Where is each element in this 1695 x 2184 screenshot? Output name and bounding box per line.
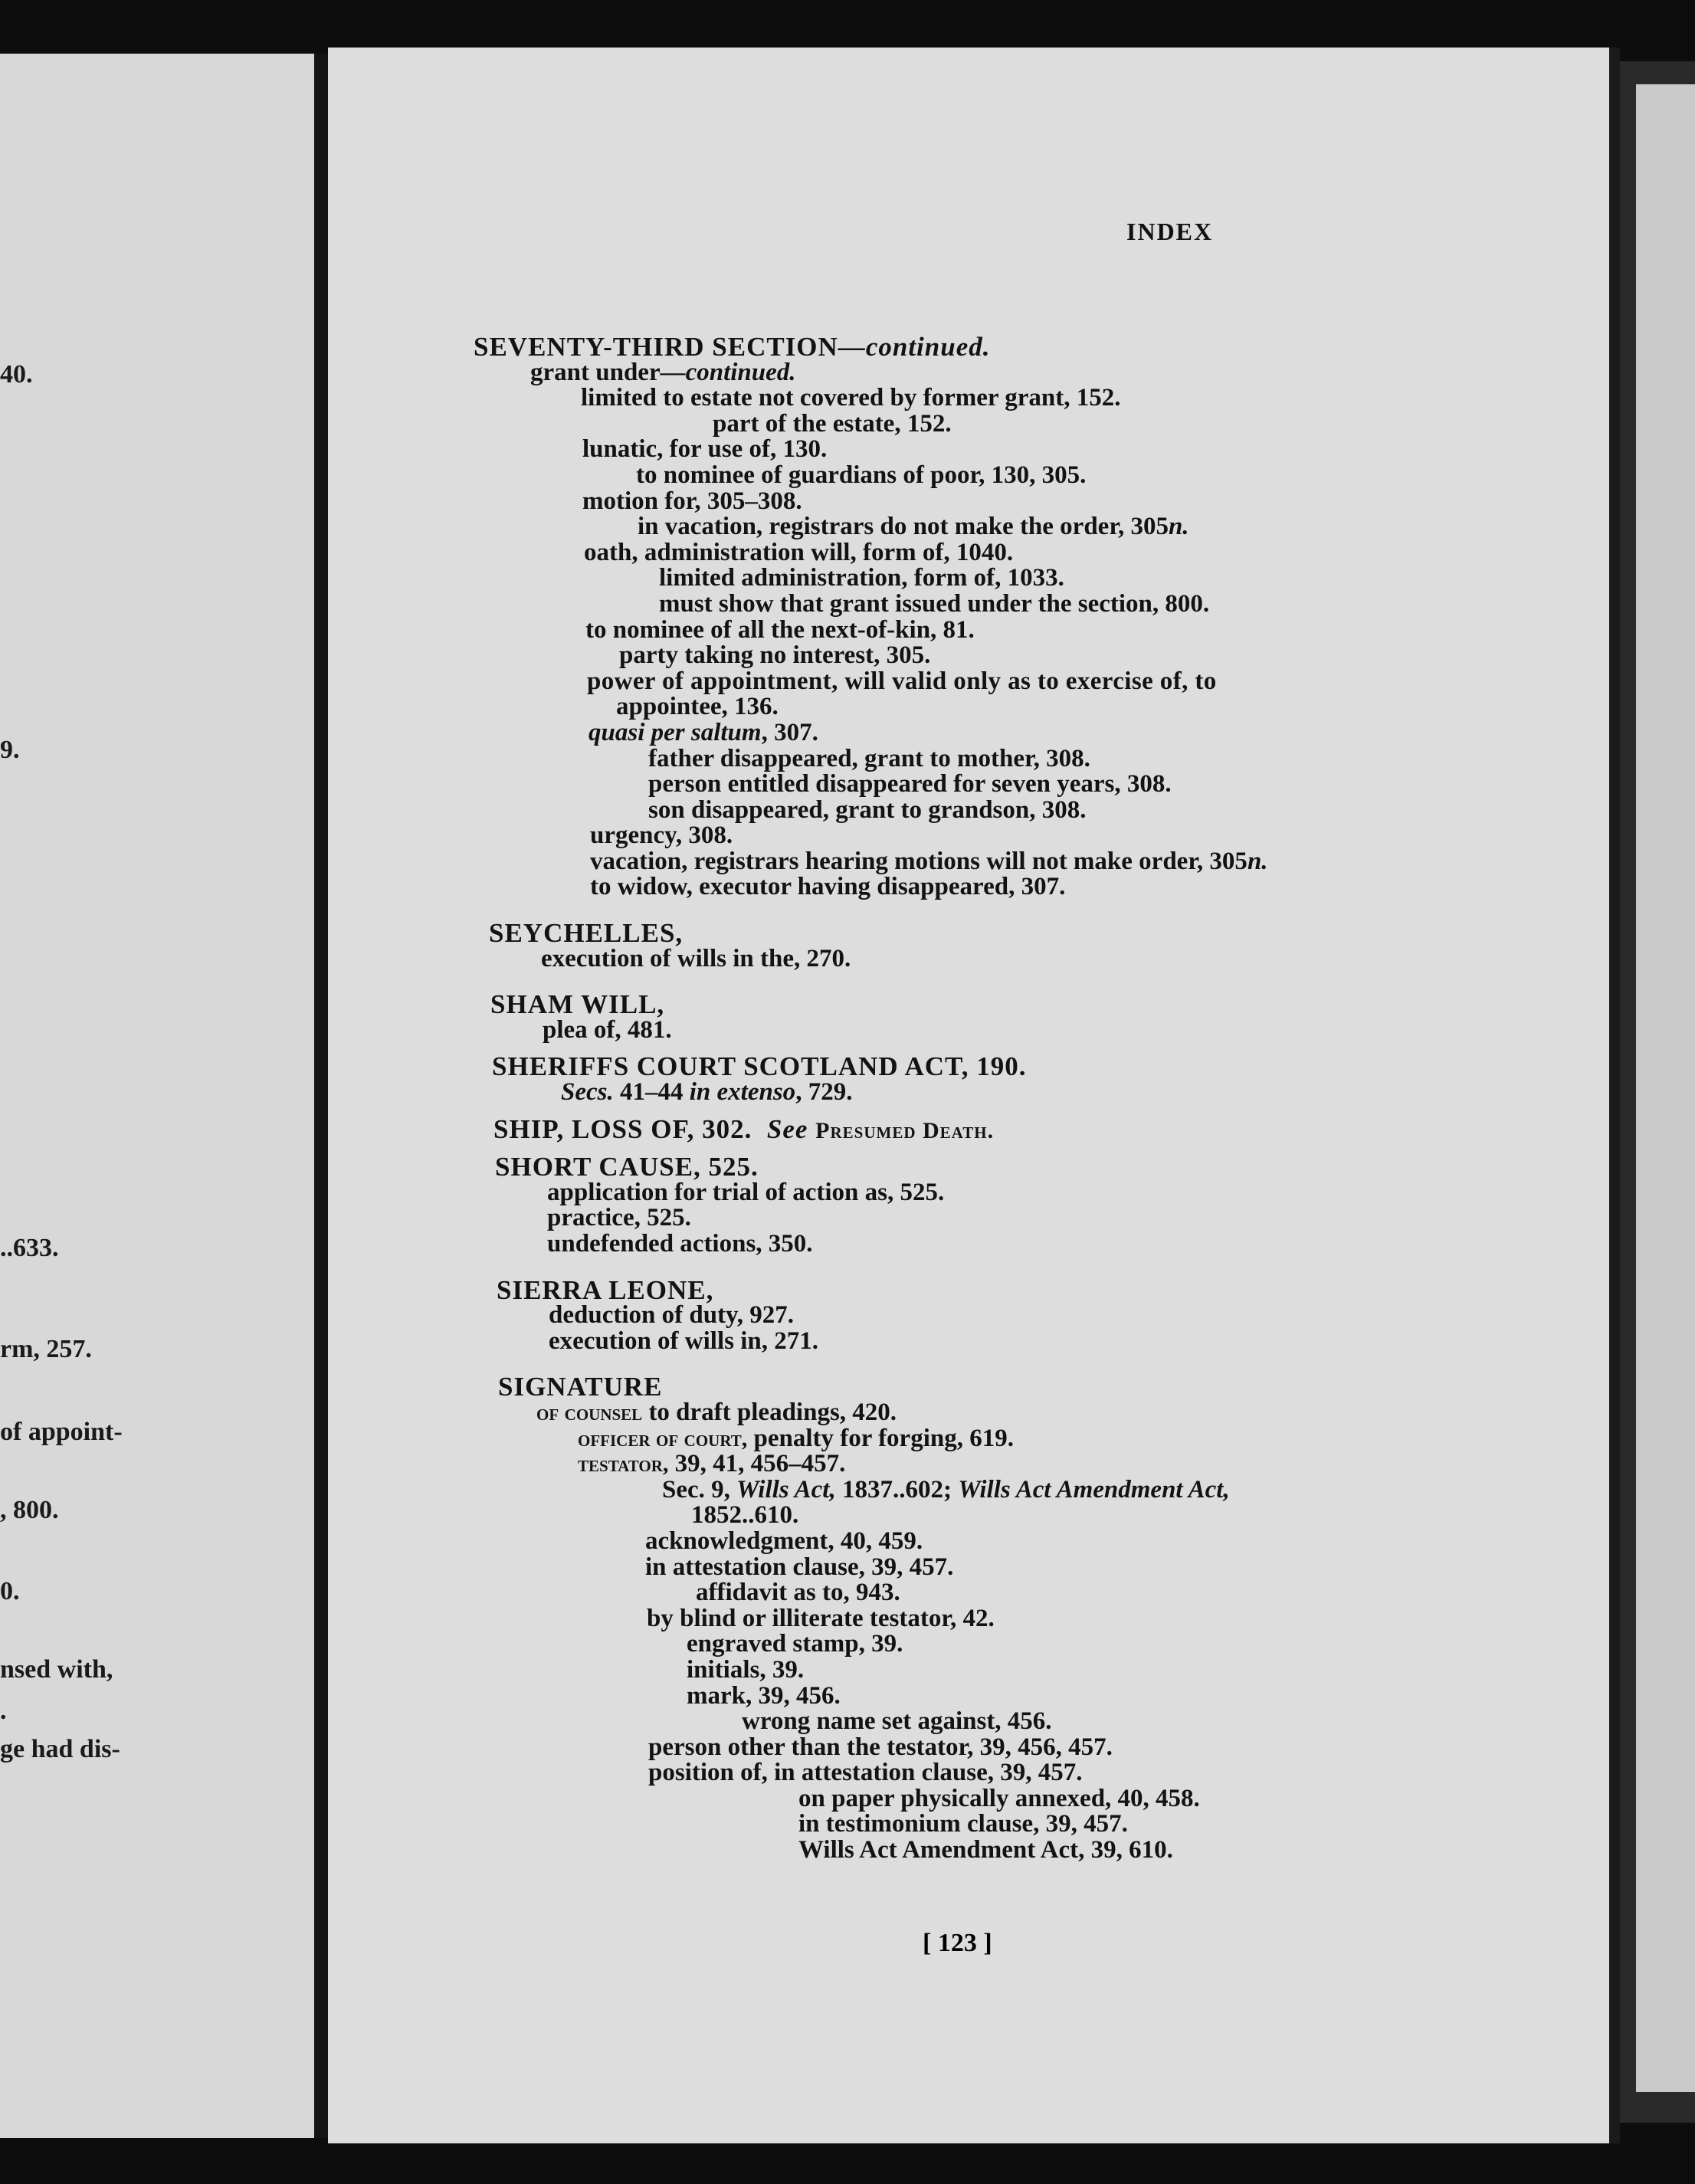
index-subentry: mark, 39, 456.	[687, 1681, 841, 1710]
act-title: Wills Act,	[736, 1475, 836, 1504]
index-subentry: father disappeared, grant to mother, 308.	[648, 744, 1090, 772]
index-subentry: motion for, 305–308.	[582, 487, 802, 515]
subentry-text: to draft pleadings, 420.	[642, 1398, 897, 1426]
heading-text: SEVENTY-THIRD SECTION	[474, 332, 838, 362]
subentry-text: Sec. 9,	[662, 1475, 737, 1504]
subentry-text: penalty for forging, 619.	[747, 1424, 1014, 1452]
index-subentry: limited administration, form of, 1033.	[659, 564, 1064, 592]
book-gutter	[314, 54, 328, 2138]
index-subentry: to nominee of all the next-of-kin, 81.	[585, 615, 975, 644]
cross-ref-label: See	[766, 1113, 808, 1144]
index-subentry: person entitled disappeared for seven years, 308.	[648, 770, 1172, 799]
index-subentry: appointee, 136.	[616, 693, 779, 721]
subentry-text: , 729.	[795, 1078, 853, 1107]
subentry-text: 41–44	[613, 1078, 690, 1107]
left-page-fragment: ge had dis-	[0, 1735, 120, 1763]
left-page-fragment: .	[0, 1697, 7, 1725]
left-page-fragment: nsed with,	[0, 1655, 113, 1684]
left-page-fragment: , 800.	[0, 1496, 59, 1524]
index-subentry: affidavit as to, 943.	[696, 1579, 900, 1607]
left-page-fragment: rm, 257.	[0, 1335, 92, 1363]
index-heading: SIGNATURE	[498, 1372, 663, 1402]
index-subentry: on paper physically annexed, 40, 458.	[798, 1784, 1200, 1812]
index-subentry	[474, 1426, 1531, 1452]
act-title: Wills Act Amendment Act,	[958, 1475, 1230, 1504]
index-heading: SHAM WILL,	[490, 989, 665, 1020]
continued-label: —continued.	[838, 332, 991, 362]
left-page-fragment: 40.	[0, 360, 33, 389]
index-subentry: in attestation clause, 39, 457.	[645, 1553, 954, 1581]
index-subentry: part of the estate, 152.	[713, 409, 952, 438]
index-subentry	[474, 849, 1531, 875]
index-heading: SIERRA LEONE,	[497, 1274, 714, 1305]
index-subentry: practice, 525.	[547, 1204, 691, 1232]
index-subentry: by blind or illiterate testator, 42.	[647, 1604, 995, 1632]
heading-text: SHIP, LOSS OF, 302.	[493, 1113, 752, 1144]
cross-ref-target: Presumed Death.	[815, 1117, 995, 1143]
index-heading: SEYCHELLES,	[489, 918, 684, 949]
note-marker: n.	[1168, 513, 1189, 541]
index-subentry	[474, 1451, 1531, 1477]
index-subentry: Wills Act Amendment Act, 39, 610.	[798, 1836, 1173, 1864]
index-subentry	[474, 720, 1531, 746]
index-subentry: deduction of duty, 927.	[549, 1301, 794, 1330]
subentry-text: in vacation, registrars do not make the order, 305	[638, 513, 1169, 541]
index-entries	[474, 334, 1531, 1864]
index-subentry: must show that grant issued under the section, 800.	[659, 589, 1210, 618]
index-subentry: oath, administration will, form of, 1040.	[584, 538, 1014, 566]
note-marker: n.	[1247, 847, 1268, 875]
index-subentry: party taking no interest, 305.	[619, 641, 931, 670]
index-subentry: lunatic, for use of, 130.	[582, 435, 828, 464]
page-header: INDEX	[1126, 218, 1214, 245]
index-subentry: limited to estate not covered by former grant, 152.	[581, 384, 1121, 412]
index-subentry: plea of, 481.	[543, 1015, 672, 1044]
index-subentry	[474, 360, 1531, 386]
index-subentry: wrong name set against, 456.	[742, 1707, 1052, 1736]
page-number: [ 123 ]	[923, 1929, 992, 1957]
index-subentry: acknowledgment, 40, 459.	[645, 1527, 923, 1555]
index-subentry: position of, in attestation clause, 39, 457.	[648, 1759, 1083, 1787]
index-subentry: person other than the testator, 39, 456, 457.	[648, 1733, 1113, 1761]
index-subentry: to widow, executor having disappeared, 307.	[590, 873, 1066, 901]
index-subentry	[474, 514, 1531, 540]
subentry-text: , 307.	[761, 718, 818, 746]
index-heading: SHORT CAUSE, 525.	[495, 1152, 759, 1182]
index-heading	[474, 1113, 1531, 1144]
index-subentry: urgency, 308.	[590, 821, 733, 850]
latin-phrase: quasi per saltum	[588, 718, 762, 746]
index-subentry: execution of wills in the, 270.	[541, 944, 851, 972]
index-subentry	[474, 1477, 1531, 1504]
subentry-text: vacation, registrars hearing motions will not make order, 305	[590, 847, 1247, 875]
small-caps-term: officer of court,	[578, 1425, 748, 1451]
index-subentry: application for trial of action as, 525.	[547, 1178, 945, 1206]
subentry-text: 39, 41, 456–457.	[668, 1450, 846, 1478]
index-subentry: 1852..610.	[691, 1501, 799, 1530]
index-subentry: power of appointment, will valid only as to exercise of, to	[587, 667, 1217, 695]
index-subentry: engraved stamp, 39.	[687, 1630, 903, 1658]
small-caps-term: of counsel	[536, 1399, 643, 1425]
left-page-fragment: ..633.	[0, 1234, 59, 1262]
subentry-text: 1837..602;	[835, 1475, 959, 1504]
index-heading	[474, 334, 1531, 360]
index-subentry: to nominee of guardians of poor, 130, 305.	[636, 461, 1087, 489]
small-caps-term: testator,	[578, 1451, 669, 1477]
index-page	[328, 48, 1620, 2143]
left-page-fragment: 9.	[0, 736, 20, 764]
continued-label: —continued.	[660, 358, 796, 386]
index-subentry: undefended actions, 350.	[547, 1230, 813, 1258]
left-page	[0, 54, 314, 2138]
latin-phrase: in extenso	[689, 1078, 796, 1107]
index-subentry: initials, 39.	[687, 1655, 805, 1684]
abbrev-text: Secs.	[561, 1078, 614, 1107]
index-subentry: in testimonium clause, 39, 457.	[798, 1810, 1128, 1838]
index-subentry	[474, 1400, 1531, 1426]
left-page-fragment: of appoint-	[0, 1418, 123, 1446]
index-subentry: son disappeared, grant to grandson, 308.	[648, 795, 1087, 824]
index-heading: SHERIFFS COURT SCOTLAND ACT, 190.	[492, 1051, 1027, 1082]
index-subentry	[474, 1080, 1531, 1106]
left-page-fragment: 0.	[0, 1577, 20, 1605]
next-page-edge	[1636, 84, 1695, 2092]
subentry-text: grant under	[530, 358, 661, 386]
index-subentry: execution of wills in, 271.	[549, 1326, 818, 1355]
